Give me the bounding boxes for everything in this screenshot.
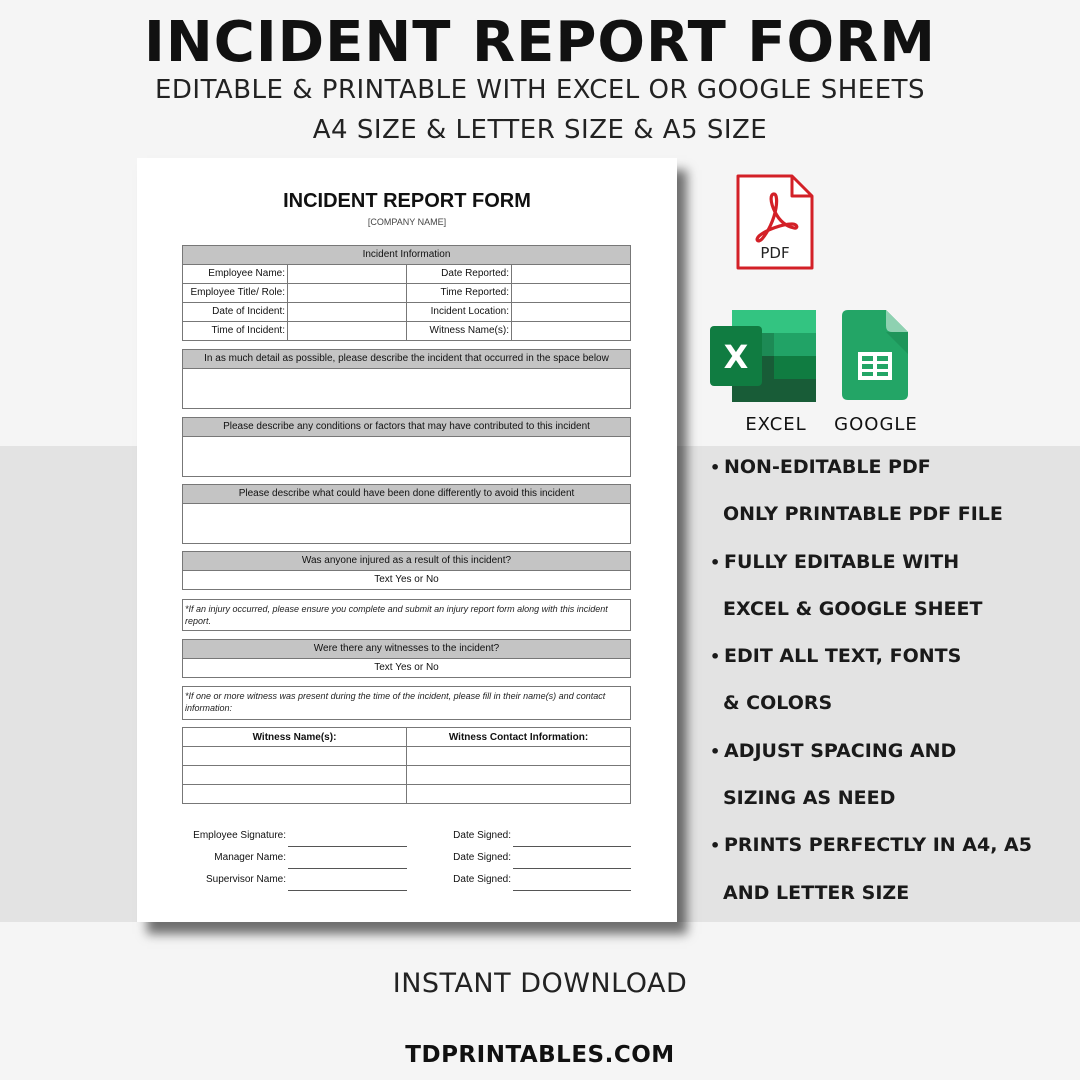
date-signed-label: Date Signed: [453,852,511,863]
excel-icon [710,310,816,402]
feature-text: EDIT ALL TEXT, FONTS [724,645,962,668]
table-row [182,747,631,766]
info-value[interactable] [512,322,630,340]
feature-line [710,499,1070,546]
conditions-section [182,417,631,477]
witness-name-cell[interactable] [183,747,407,765]
feature-text: ONLY PRINTABLE PDF FILE [723,503,1003,526]
date-signed-line[interactable] [513,890,631,891]
conditions-textarea[interactable] [182,437,631,477]
witnesses-section [182,639,631,678]
witness-name-column: Witness Name(s): [183,728,407,746]
bullet-dot: • [710,741,721,761]
table-row [182,785,631,804]
feature-line [710,830,1070,877]
info-value[interactable] [512,303,630,321]
date-signed-line[interactable] [513,868,631,869]
witnesses-answer[interactable]: Text Yes or No [374,662,439,673]
info-label: Time of Incident: [183,322,288,340]
witnesses-header: Were there any witnesses to the incident? [182,639,631,659]
pdf-file-icon [734,172,816,272]
witnesses-row [182,659,631,678]
witness-table-header [182,727,631,747]
incident-info-section [182,245,631,341]
feature-line [710,688,1070,735]
describe-header: In as much detail as possible, please describe the incident that occurred in the space below [182,349,631,369]
feature-line [710,783,1070,830]
witness-table [182,727,631,804]
google-sheets-icon [842,310,908,400]
info-label: Witness Name(s): [407,322,512,340]
subtitle-editable: EDITABLE & PRINTABLE WITH EXCEL OR GOOGLE SHEETS [154,75,926,105]
info-label: Employee Title/ Role: [183,284,288,302]
injured-section [182,551,631,590]
info-row [182,303,631,322]
site-name: TDPRINTABLES.COM [405,1042,675,1068]
form-preview [137,158,677,922]
describe-textarea[interactable] [182,369,631,409]
info-label: Employee Name: [183,265,288,283]
feature-line [710,452,1070,499]
info-label: Date of Incident: [183,303,288,321]
witness-name-cell[interactable] [183,766,407,784]
feature-text: NON-EDITABLE PDF [724,456,931,478]
feature-line [710,594,1070,641]
witness-contact-cell[interactable] [407,785,630,803]
info-row [182,284,631,303]
info-value[interactable] [512,284,630,302]
feature-list [710,452,1070,925]
conditions-header: Please describe any conditions or factors that may have contributed to this incident [182,417,631,437]
google-label: GOOGLE [834,414,918,435]
info-value[interactable] [512,265,630,283]
employee-signature-line[interactable] [288,846,407,847]
supervisor-name-line[interactable] [288,890,407,891]
date-signed-label: Date Signed: [453,830,511,841]
date-signed-label: Date Signed: [453,874,511,885]
info-value[interactable] [288,303,407,321]
date-signed-line[interactable] [513,846,631,847]
injured-row [182,571,631,590]
supervisor-name-label: Supervisor Name: [205,874,286,885]
table-row [182,766,631,785]
info-value[interactable] [288,284,407,302]
feature-text: FULLY EDITABLE WITH [724,550,960,573]
witness-contact-column: Witness Contact Information: [448,732,589,743]
feature-text: PRINTS PERFECTLY IN A4, A5 [724,834,1032,857]
info-label: Time Reported: [407,284,512,302]
feature-text: ADJUST SPACING AND [724,739,957,762]
instant-download-text: INSTANT DOWNLOAD [392,968,688,999]
form-title: INCIDENT REPORT FORM [283,190,531,212]
company-name: [COMPANY NAME] [367,217,447,227]
incident-info-header: Incident Information [182,245,631,265]
witness-contact-cell[interactable] [407,766,630,784]
info-value[interactable] [288,265,407,283]
info-row [182,322,631,341]
excel-icon-letter: X [723,338,749,376]
bullet-dot: • [710,647,721,667]
injury-note: *If an injury occurred, please ensure you complete and submit an injury report form along with this incident report. [182,599,631,631]
witness-note: *If one or more witness was present during the time of the incident, please fill in their name(s) and contact information: [182,686,631,720]
avoid-header: Please describe what could have been done differently to avoid this incident [182,484,631,504]
feature-line [710,878,1070,925]
info-row [182,265,631,284]
witness-name-cell[interactable] [183,785,407,803]
page-title: INCIDENT REPORT FORM [144,10,936,75]
feature-text: AND LETTER SIZE [723,881,910,904]
employee-signature-label: Employee Signature: [193,830,286,841]
pdf-icon-label: PDF [760,244,790,262]
manager-name-line[interactable] [288,868,407,869]
info-label: Date Reported: [407,265,512,283]
feature-text: & COLORS [723,692,833,715]
feature-line [710,641,1070,688]
feature-line [710,547,1070,594]
witness-contact-cell[interactable] [407,747,630,765]
bullet-dot: • [710,458,721,477]
describe-section [182,349,631,409]
info-label: Incident Location: [407,303,512,321]
feature-line [710,736,1070,783]
avoid-section [182,484,631,544]
feature-text: SIZING AS NEED [723,787,896,810]
bullet-dot: • [710,836,721,856]
feature-text: EXCEL & GOOGLE SHEET [723,597,983,620]
injured-answer[interactable]: Text Yes or No [374,574,439,585]
manager-name-label: Manager Name: [214,852,286,863]
injured-header: Was anyone injured as a result of this incident? [182,551,631,571]
subtitle-sizes: A4 SIZE & LETTER SIZE & A5 SIZE [312,115,768,145]
avoid-textarea[interactable] [182,504,631,544]
info-value[interactable] [288,322,407,340]
bullet-dot: • [710,552,721,572]
excel-label: EXCEL [745,414,807,435]
